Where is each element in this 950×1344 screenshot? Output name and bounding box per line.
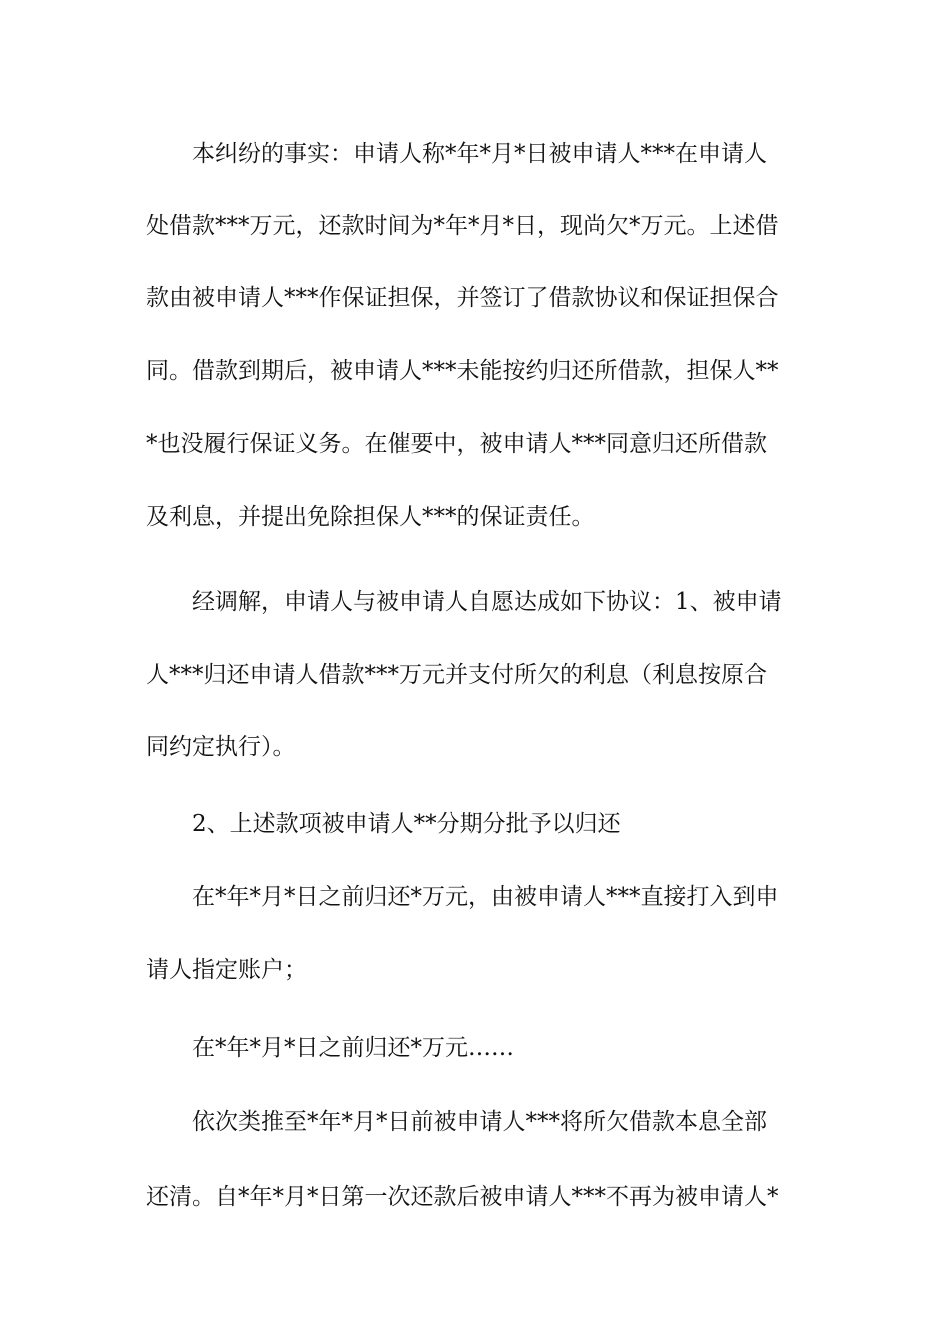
paragraph-line: *也没履行保证义务。在催要中，被申请人***同意归还所借款	[146, 431, 767, 457]
paragraph-line: 还清。自*年*月*日第一次还款后被申请人***不再为被申请人*	[146, 1184, 779, 1210]
paragraph-line: 经调解，申请人与被申请人自愿达成如下协议：1、被申请	[192, 589, 782, 615]
paragraph-line: 本纠纷的事实：申请人称*年*月*日被申请人***在申请人	[192, 141, 767, 167]
paragraph-line: 依次类推至*年*月*日前被申请人***将所欠借款本息全部	[192, 1109, 767, 1135]
paragraph-line: 处借款***万元，还款时间为*年*月*日，现尚欠*万元。上述借	[146, 213, 779, 239]
paragraph-line: 人***归还申请人借款***万元并支付所欠的利息（利息按原合	[146, 662, 767, 688]
paragraph-line: 款由被申请人***作保证担保，并签订了借款协议和保证担保合	[146, 285, 779, 311]
paragraph-line: 请人指定账户；	[146, 957, 307, 983]
paragraph-line: 同。借款到期后，被申请人***未能按约归还所借款，担保人**	[146, 358, 779, 384]
paragraph-line: 在*年*月*日之前归还*万元，由被申请人***直接打入到申	[192, 884, 779, 910]
paragraph-line: 及利息，并提出免除担保人***的保证责任。	[146, 504, 595, 530]
paragraph-line: 在*年*月*日之前归还*万元……	[192, 1035, 514, 1061]
paragraph-line: 同约定执行）。	[146, 734, 296, 760]
paragraph-line: 2、上述款项被申请人**分期分批予以归还	[192, 811, 621, 837]
